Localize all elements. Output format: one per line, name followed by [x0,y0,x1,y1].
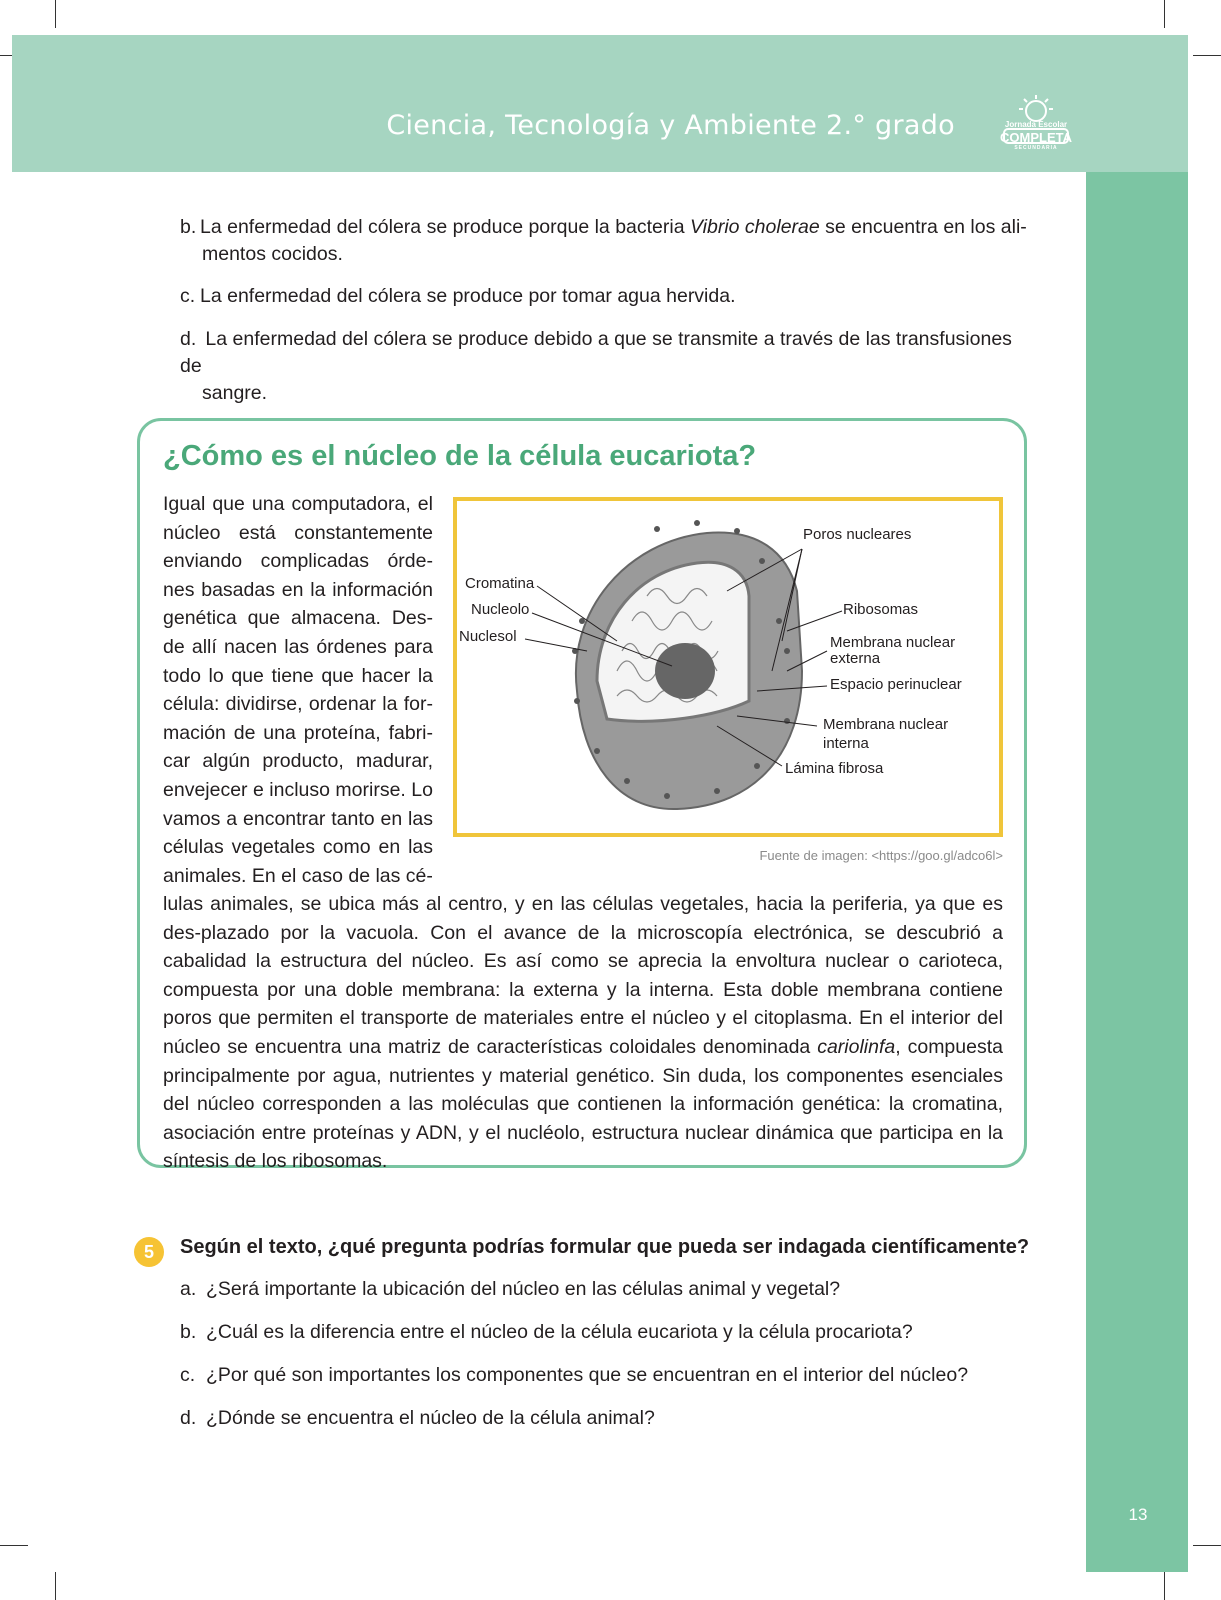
logo-line3: SECUNDARIA [1014,145,1058,151]
label-espacio: Espacio perinuclear [830,676,962,693]
label-lamina: Lámina fibrosa [785,760,884,777]
logo-line2: COMPLETA [1000,130,1072,145]
nucleus-figure [453,497,1003,837]
option-label: d. [180,328,197,350]
question-title: Según el texto, ¿qué pregunta podrías formular que pueda ser indagada científicamente? [180,1236,1030,1258]
label-poros: Poros nucleares [803,526,912,543]
logo-line1: Jornada Escolar [1004,120,1068,129]
label-nucleosol: Nuclesol [459,628,517,645]
prev-option-c: c. La enfermedad del cólera se produce por tomar agua hervida. [180,283,1030,310]
box-body-text: lulas animales, se ubica más al centro, y en las células vegetales, hacia la periferia, ya que es des-plazado por la vacuola. Con el avance de la microscopía electrónica, se descubrió a cabalidad la estructura del núcleo. Es así como se aprecia la envoltura nuclear o carioteca, compuesta por una doble membrana: la externa y la interna. Esta doble membrana contiene poros que permiten el transporte de materiales entre el núcleo y el citoplasma. En el interior del núcleo se encuentra una matriz de características coloidales denominada cariolinfa, compuesta principalmente por agua, nutrientes y material genético. Sin duda, los componentes esenciales del núcleo corresponden a las moléculas que contienen la información genética: la cromatina, asociación entre proteínas y ADN, y el nucléolo, estructura nuclear dinámica que participa en la síntesis de los ribosomas. [163,893,1003,1173]
crop-mark [1164,0,1165,28]
question-number-badge: 5 [134,1237,164,1267]
image-source: Fuente de imagen: <https://goo.gl/adco6l> [759,848,1003,863]
nucleus-diagram [457,501,999,833]
crop-mark [1193,1545,1221,1546]
crop-mark [55,0,56,28]
label-membrana-externa: Membrana nuclear [830,634,956,651]
header-title: Ciencia, Tecnología y Ambiente 2.° grado [386,110,955,141]
label-membrana-interna-2: interna [823,735,869,752]
label-ribosomas: Ribosomas [843,601,919,618]
label-membrana-externa-2: externa [830,650,881,667]
jec-logo [996,93,1076,155]
label-membrana-interna: Membrana nuclear [823,716,949,733]
page-number: 13 [1128,1505,1148,1524]
crop-mark [1193,55,1221,56]
side-band [1086,172,1188,1572]
prev-option-b: b. La enfermedad del cólera se produce porque la bacteria Vibrio cholerae se encuentra en los ali- mentos cocidos. [180,216,1027,265]
nucleolus [655,643,715,699]
crop-mark [0,1545,28,1546]
option-d[interactable]: d. ¿Dónde se encuentra el núcleo de la célula animal? [180,1407,655,1429]
option-b[interactable]: b. ¿Cuál es la diferencia entre el núcleo de la célula eucariota y la célula procariota? [180,1321,913,1343]
prev-option-d: d. La enfermedad del cólera se produce debido a que se transmite a través de las transfusiones de sangre. [180,328,1012,404]
option-c[interactable]: c. ¿Por qué son importantes los componentes que se encuentran en el interior del núcleo? [180,1364,969,1386]
box-title: ¿Cómo es el núcleo de la célula eucariota? [163,440,757,472]
crop-mark [1164,1572,1165,1600]
crop-mark [55,1572,56,1600]
option-label: b. [180,216,197,238]
option-a[interactable]: a. ¿Será importante la ubicación del núcleo en las células animal y vegetal? [180,1278,841,1300]
label-cromatina: Cromatina [465,575,535,592]
box-intro-text: Igual que una computadora, el núcleo está constantemente enviando complicadas órde-nes basadas en la información genética que almacena. Des-de allí nacen las órdenes para todo lo que tiene que hacer la célula: dividirse, ordenar la for-mación de una proteína, fabri-car algún producto, madurar, envejecer e incluso morirse. Lo vamos a encontrar tanto en las células vegetales como en las animales. En el caso de las cé- [163,493,433,887]
label-nucleolo: Nucleolo [471,601,530,618]
option-label: c. [180,285,196,307]
